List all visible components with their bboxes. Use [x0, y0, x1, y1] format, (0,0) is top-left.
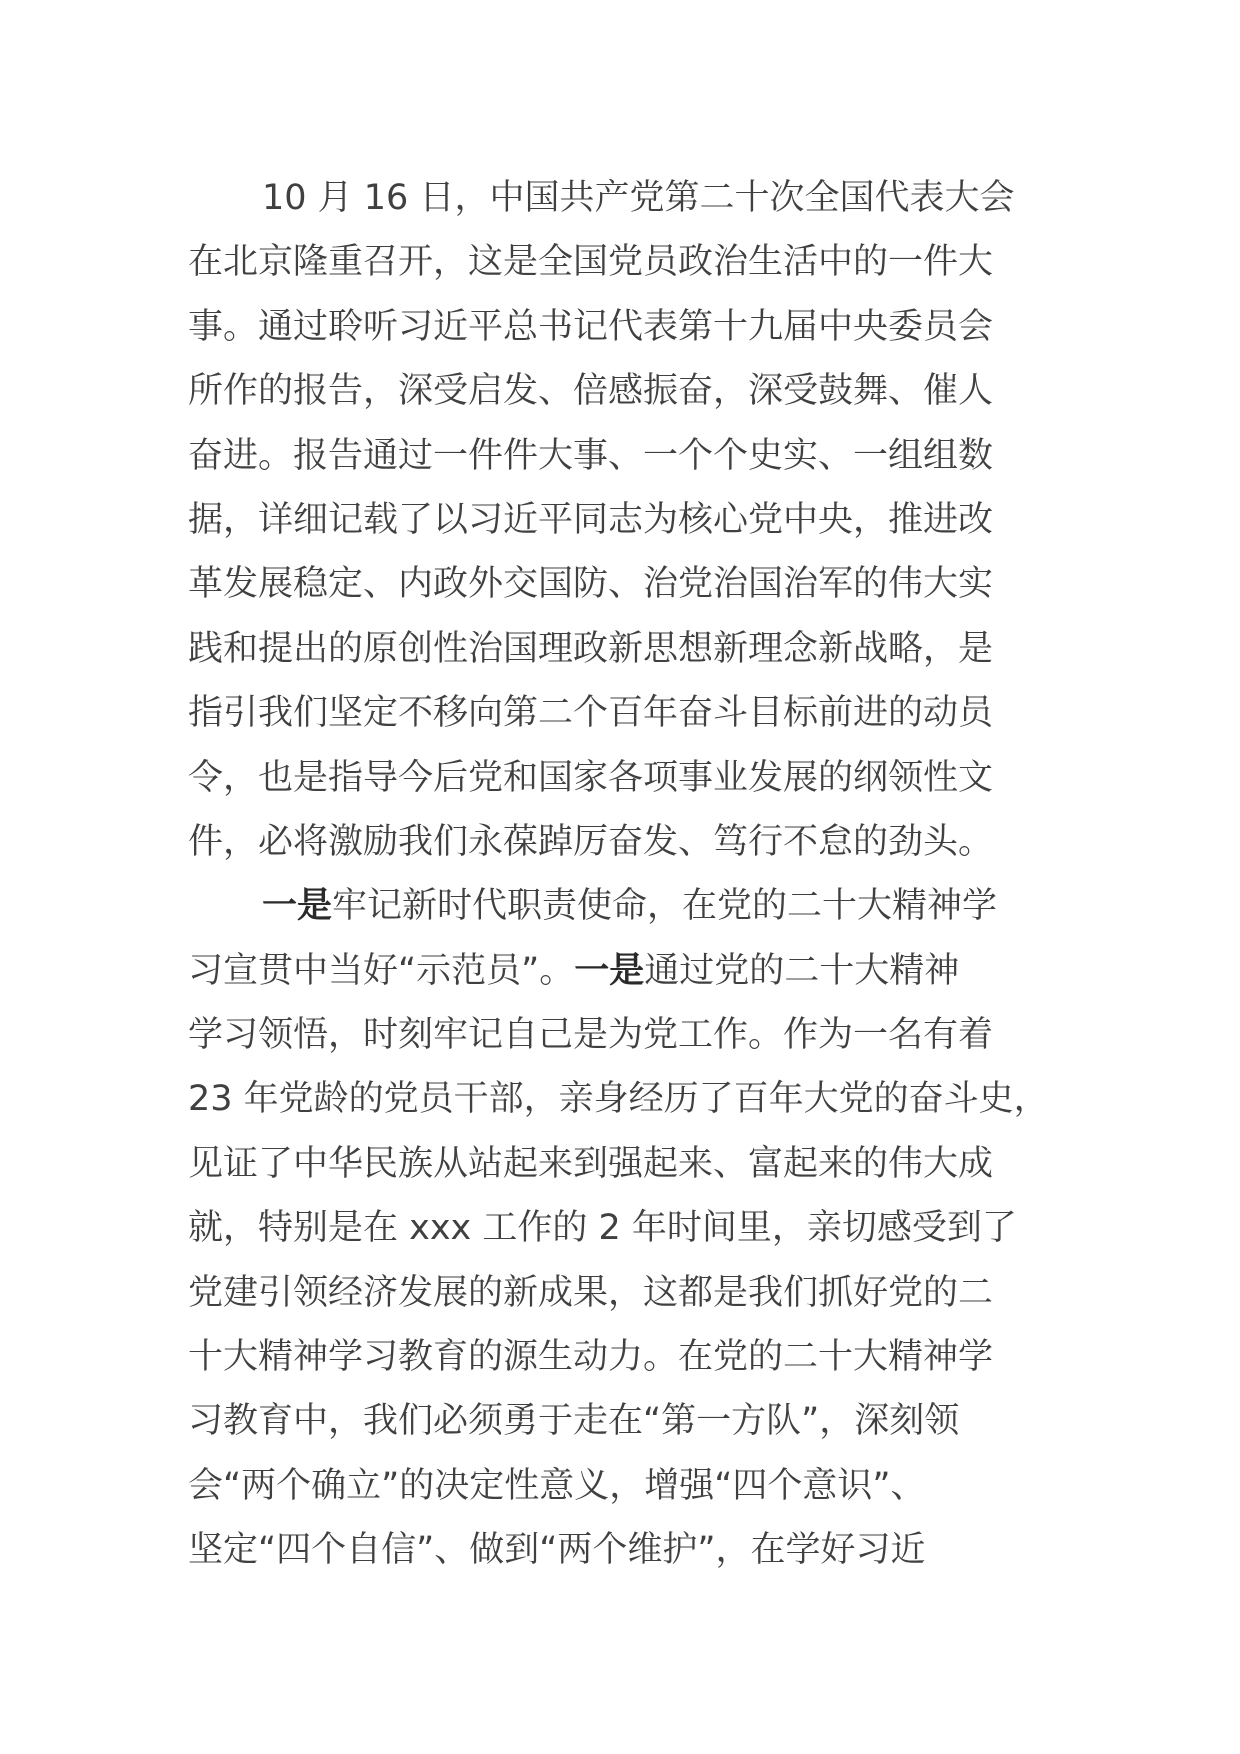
paragraph-line: 会“两个确立”的决定性意义，增强“四个意识”、	[188, 1465, 926, 1506]
paragraph-line: 见证了中华民族从站起来到强起来、富起来的伟大成	[188, 1143, 994, 1184]
paragraph-line: 件，必将激励我们永葆踔厉奋发、笃行不怠的劲头。	[188, 821, 994, 862]
paragraph-line: 奋进。报告通过一件件大事、一个个史实、一组组数	[188, 435, 994, 476]
paragraph-line: 10 月 16 日，中国共产党第二十次全国代表大会	[262, 178, 1015, 218]
line-text: 通过党的二十大精神	[644, 950, 960, 991]
paragraph-line	[188, 874, 1068, 938]
emphasis-text: 一是	[262, 886, 333, 927]
paragraph-line: 十大精神学习教育的源生动力。在党的二十大精神学	[188, 1337, 994, 1378]
paragraph-line: 就，特别是在 xxx 工作的 2 年时间里，亲切感受到了	[188, 1208, 1017, 1249]
line-text: 习宣贯中当好“示范员”。	[188, 950, 575, 991]
paragraph-2	[188, 874, 1068, 1582]
paragraph-line: 践和提出的原创性治国理政新思想新理念新战略，是	[188, 628, 994, 669]
paragraph-line: 指引我们坚定不移向第二个百年奋斗目标前进的动员	[188, 693, 994, 734]
paragraph-line: 习教育中，我们必须勇于走在“第一方队”，深刻领	[188, 1401, 960, 1442]
paragraph-line: 党建引领经济发展的新成果，这都是我们抓好党的二	[188, 1272, 994, 1313]
emphasis-text: 一是	[574, 950, 645, 991]
paragraph-line: 据，详细记载了以习近平同志为核心党中央，推进改	[188, 499, 994, 540]
paragraph-line: 事。通过聆听习近平总书记代表第十九届中央委员会	[188, 306, 994, 347]
paragraph-1	[188, 166, 1068, 874]
paragraph-line: 革发展稳定、内政外交国防、治党治国治军的伟大实	[188, 564, 994, 605]
paragraph-line	[188, 939, 1068, 1003]
paragraph-line: 23 年党龄的党员干部，亲身经历了百年大党的奋斗史，	[188, 1079, 1049, 1120]
paragraph-line: 坚定“四个自信”、做到“两个维护”，在学好习近	[188, 1530, 926, 1571]
paragraph-line: 令，也是指导今后党和国家各项事业发展的纲领性文	[188, 757, 994, 798]
line-text: 牢记新时代职责使命，在党的二十大精神学	[332, 886, 998, 927]
paragraph-line: 所作的报告，深受启发、倍感振奋，深受鼓舞、催人	[188, 371, 994, 412]
body-text	[188, 166, 1068, 1583]
paragraph-line: 学习领悟，时刻牢记自己是为党工作。作为一名有着	[188, 1015, 994, 1056]
paragraph-line: 在北京隆重召开，这是全国党员政治生活中的一件大	[188, 242, 994, 283]
